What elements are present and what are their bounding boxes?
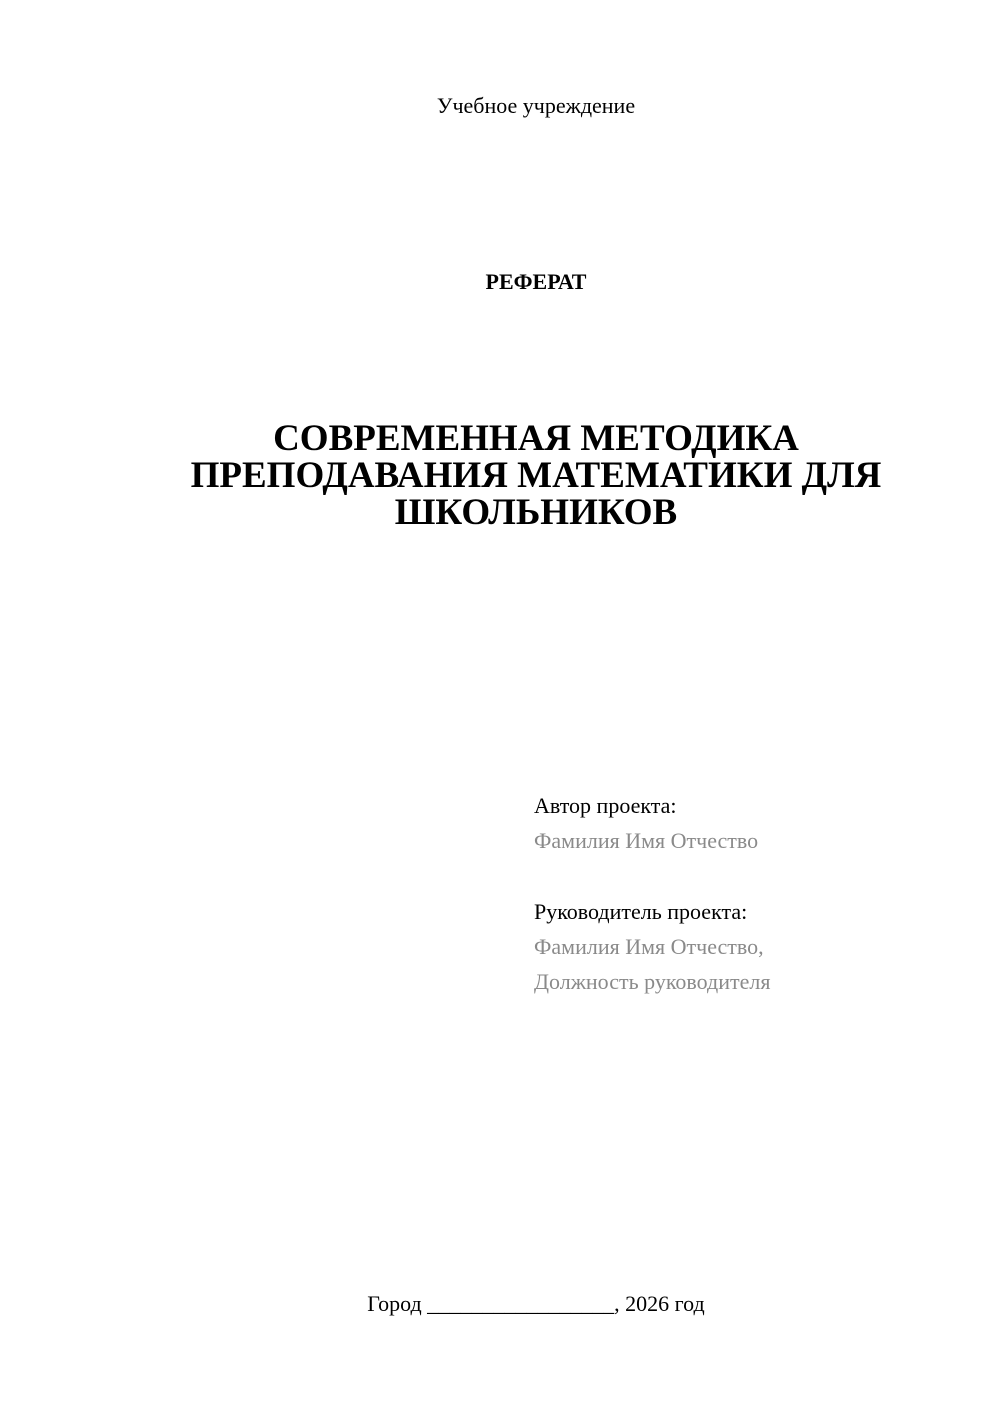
project-roles xyxy=(534,788,974,999)
author-block xyxy=(534,788,974,858)
title-line: ШКОЛЬНИКОВ xyxy=(394,492,678,533)
city-year-line xyxy=(0,1290,1000,1318)
author-label: Автор проекта: xyxy=(534,793,677,818)
document-title xyxy=(100,420,972,531)
supervisor-position: Должность руководителя xyxy=(534,969,771,994)
city-label: Город xyxy=(367,1291,422,1316)
institution-name: Учебное учреждение xyxy=(436,93,636,118)
city-blank: _________________ xyxy=(427,1291,615,1316)
supervisor-label: Руководитель проекта: xyxy=(534,899,748,924)
title-line: ПРЕПОДАВАНИЯ МАТЕМАТИКИ ДЛЯ xyxy=(190,455,882,496)
title-line: СОВРЕМЕННАЯ МЕТОДИКА xyxy=(273,418,799,459)
supervisor-name: Фамилия Имя Отчество, xyxy=(534,934,764,959)
document-type: РЕФЕРАТ xyxy=(485,269,587,294)
author-name: Фамилия Имя Отчество xyxy=(534,828,759,853)
supervisor-block xyxy=(534,894,974,999)
year-text: , 2026 год xyxy=(614,1291,705,1316)
